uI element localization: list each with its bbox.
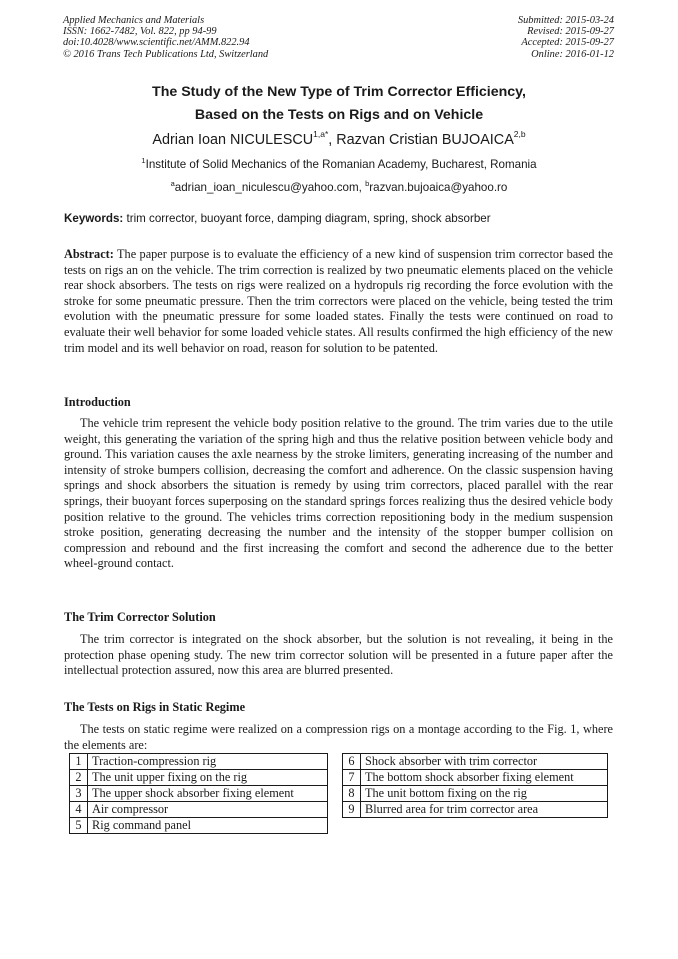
journal-issn: ISSN: 1662-7482, Vol. 822, pp 94-99 [63,26,217,38]
email-b-mark: b [365,179,370,188]
affiliation [30,154,648,172]
element-number: 1 [70,754,88,770]
element-number: 7 [343,770,361,786]
keywords-label: Keywords: [64,212,124,225]
title-line-2: Based on the Tests on Rigs and on Vehicle [194,107,484,123]
elements-table-left [69,753,328,834]
date-submitted: Submitted: 2015-03-24 [517,15,614,26]
element-number: 2 [70,770,88,786]
table-row [343,770,608,786]
abstract-label: Abstract: [64,247,114,261]
element-label: Shock absorber with trim corrector [361,754,608,770]
section-heading-introduction: Introduction [64,395,131,409]
element-number: 6 [343,754,361,770]
author-2-name: Razvan Cristian BUJOAICA [336,131,514,148]
journal-info [63,15,268,60]
author-1-affil-mark: 1,a* [313,129,329,139]
journal-name: Applied Mechanics and Materials [63,15,205,26]
email-b: razvan.bujoaica@yahoo.ro [369,180,508,194]
trim-solution-paragraph: The trim corrector is integrated on the shock absorber, but the solution is not revealing, it being in the protection phase opening study. The new trim corrector solution will be presented in a future paper after the intellectual protection assured, now this area are blurred presented. [64,632,613,678]
table-row [70,754,328,770]
table-row [70,818,328,834]
table-row [70,802,328,818]
element-number: 9 [343,802,361,818]
author-list [30,127,648,149]
rig-tests-paragraph: The tests on static regime were realized on a compression rigs on a montage according to the Fig. 1, where the elements are: [64,722,613,752]
element-number: 4 [70,802,88,818]
table-row [70,770,328,786]
affiliation-mark: 1 [141,156,146,165]
element-label: The bottom shock absorber fixing element [361,770,608,786]
element-label: Blurred area for trim corrector area [361,802,608,818]
date-online: Online: 2016-01-12 [531,48,614,60]
element-label: The upper shock absorber fixing element [88,786,328,802]
author-1-name: Adrian Ioan NICULESCU [152,131,314,148]
submission-dates [518,15,614,60]
table-row [343,786,608,802]
section-heading-rig-tests: The Tests on Rigs in Static Regime [64,700,246,714]
author-2-affil-mark: 2,b [513,129,526,139]
table-row [70,786,328,802]
element-label: The unit upper fixing on the rig [88,770,328,786]
introduction-paragraph: The vehicle trim represent the vehicle body position relative to the ground. The trim varies due to the utile weight, this generating the variation of the spring high and thus the relative position between vehicle body and ground. This variation causes the axle nearness by the stroke limiters, generating increasing of the number and intensity of stroke bumpers collision, decreasing the comfort and adherence. On the classic suspension having springs and shock absorbers the situation is remedy by using trim correctors, placed parallel with the rear springs, their buoyant forces superposing on the standard springs forces realizing thus the desired vehicle body position relative to the ground. The vehicles trims correction repositioning body in the medium suspension stroke position, generating decreasing the number and the intensity of the stopper bumper collision on compression and rebound and the first increasing the comfort and second the adherence due to the better wheel-ground contact. [64,416,613,571]
section-heading-trim-corrector-solution: The Trim Corrector Solution [64,610,216,624]
keywords [64,212,491,226]
affiliation-text: Institute of Solid Mechanics of the Romanian Academy, Bucharest, Romania [145,157,537,171]
date-accepted: Accepted: 2015-09-27 [521,37,614,49]
email-a-mark: a [170,179,175,188]
elements-table-right [342,753,608,818]
keywords-text: trim corrector, buoyant force, damping diagram, spring, shock absorber [123,212,491,225]
table-row [343,754,608,770]
email-separator: , [358,180,366,194]
element-label: Rig command panel [88,818,328,834]
date-revised: Revised: 2015-09-27 [527,26,614,38]
element-label: Traction-compression rig [88,754,328,770]
abstract [64,247,613,356]
element-label: The unit bottom fixing on the rig [361,786,608,802]
element-number: 8 [343,786,361,802]
journal-doi: doi:10.4028/www.scientific.net/AMM.822.94 [63,37,250,49]
author-emails [30,177,648,195]
paper-title [40,81,638,127]
element-number: 5 [70,818,88,834]
element-label: Air compressor [88,802,328,818]
abstract-text: The paper purpose is to evaluate the efficiency of a new kind of suspension trim corrector based the tests on rigs an on the vehicle. The trim correction is realized by two pneumatic elements placed on the vehicle rear shock absorbers. The tests on rigs were realized on a hydropuls rig recording the force evolution with the stroke for some pneumatic pressure. Then the trim correctors were placed on the vehicle, being tested the trim evolution with the pneumatic pressure for some loaded states. Finally the tests were continued on road to evaluate their well behavior for some loaded vehicle states. All results confirmed the high efficiency of the new trim model and its well behavior on road, reason for solution to be patented. [64,247,613,355]
journal-copyright: © 2016 Trans Tech Publications Ltd, Switzerland [63,48,269,60]
table-row [343,802,608,818]
element-number: 3 [70,786,88,802]
email-a: adrian_ioan_niculescu@yahoo.com [174,180,359,194]
title-line-1: The Study of the New Type of Trim Corrector Efficiency, [152,84,526,100]
author-separator: , [328,131,337,148]
